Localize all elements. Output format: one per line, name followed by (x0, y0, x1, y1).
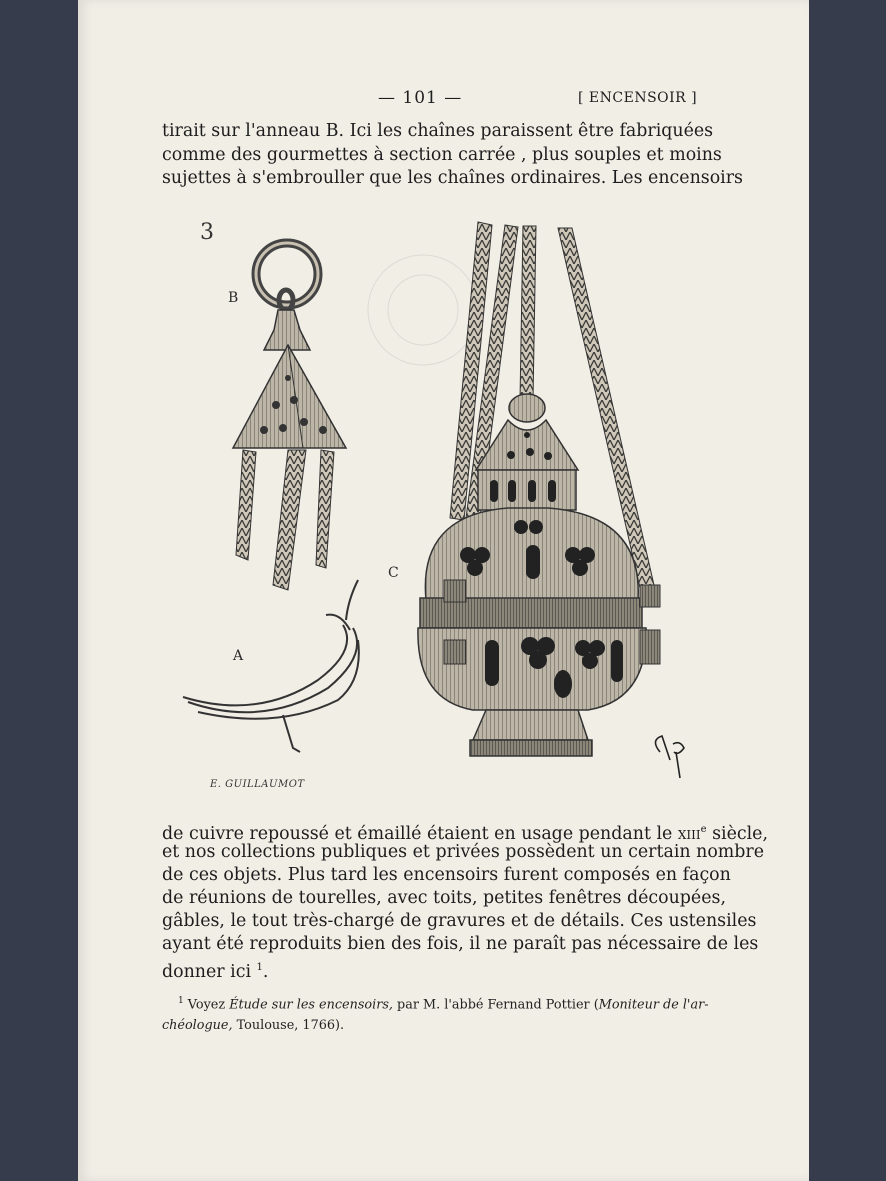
page-number: — 101 — (378, 88, 463, 108)
label-a: A (233, 648, 244, 664)
paragraph-line: comme des gourmettes à section carrée , plus souples et moins (162, 145, 722, 165)
paragraph-line: sujettes à s'embrouller que les chaînes ordinaires. Les encensoirs (162, 168, 743, 188)
section-heading: [ ENCENSOIR ] (578, 90, 698, 106)
hook-a-drawing (183, 580, 359, 752)
paragraph-line: ayant été reproduits bien des fois, il ne paraît pas nécessaire de les (162, 934, 759, 954)
paragraph-line: de cuivre repoussé et émaillé étaient en usage pendant le XIIIe siècle, (162, 823, 768, 844)
paragraph-line: de ces objets. Plus tard les encensoirs furent composés en façon (162, 865, 731, 885)
paragraph-line: de réunions de tourelles, avec toits, petites fenêtres découpées, (162, 888, 726, 908)
censer-engraving (78, 0, 809, 800)
paragraph-line: gâbles, le tout très-chargé de gravures et de détails. Ces ustensiles (162, 911, 757, 931)
label-b: B (228, 290, 239, 306)
engraver-monogram (655, 736, 684, 778)
paragraph-line: donner ici $^1$. (162, 961, 269, 982)
footnote: $^1$ Voyez Étude sur les encensoirs, par M. l'abbé Fernand Pottier (Moniteur de l'ar- (178, 996, 709, 1013)
figure-number: 3 (200, 220, 214, 245)
bleed-through (368, 255, 478, 365)
label-c: C (388, 565, 399, 581)
paragraph-line: et nos collections publiques et privées possèdent un certain nombre (162, 842, 765, 862)
footnote-continuation: chéologue, Toulouse, 1766). (162, 1018, 345, 1033)
pendant-b-drawing (233, 243, 346, 590)
footnote-reference[interactable]: 1 (256, 962, 263, 973)
paragraph-line: tirait sur l'anneau B. Ici les chaînes paraissent être fabriquées (162, 121, 714, 141)
book-page (78, 0, 809, 1181)
censer-c-drawing (418, 222, 660, 756)
engraver-signature: E. GUILLAUMOT (210, 779, 305, 790)
